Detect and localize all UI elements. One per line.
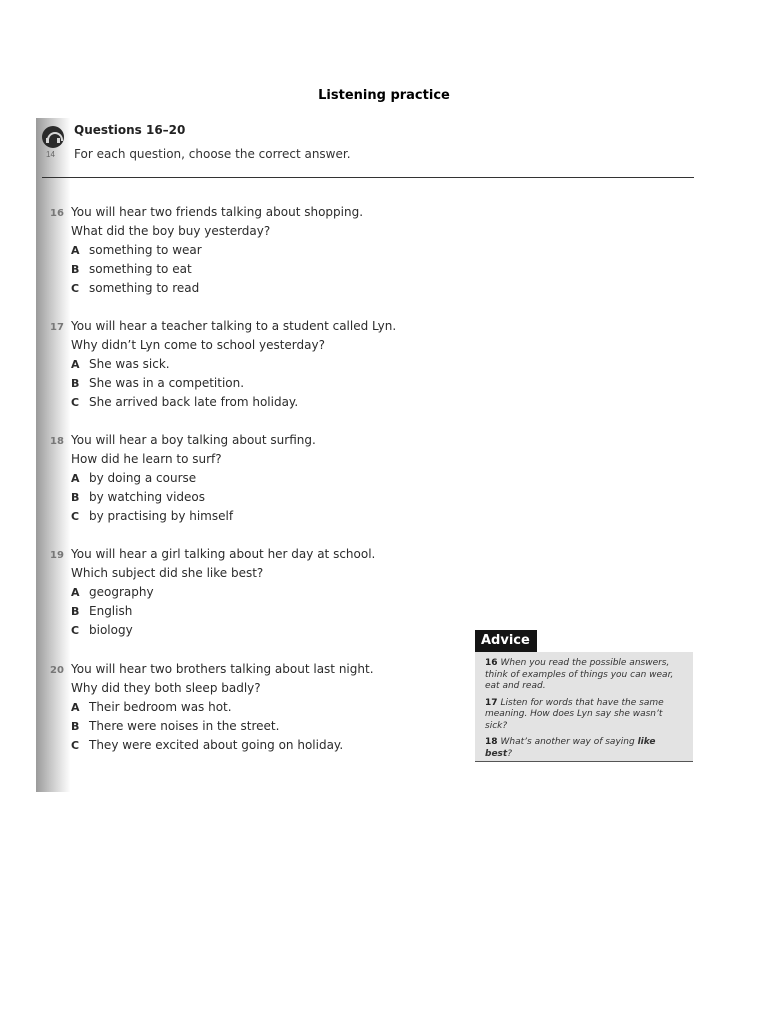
instruction-text: For each question, choose the correct answer.: [74, 147, 351, 161]
option-letter: B: [71, 377, 80, 390]
advice-tip-16: [485, 658, 683, 693]
option-a[interactable]: [50, 698, 470, 717]
option-letter: A: [71, 472, 80, 485]
question-number: 18: [50, 436, 64, 447]
option-c[interactable]: [50, 393, 470, 412]
option-a[interactable]: [50, 355, 470, 374]
question-prompt: Why did they both sleep badly?: [71, 681, 261, 695]
option-text: by practising by himself: [89, 509, 234, 523]
tip-number: 18: [485, 737, 498, 747]
advice-title: Advice: [475, 630, 537, 652]
option-text: They were excited about going on holiday.: [89, 738, 344, 752]
option-text: geography: [89, 585, 154, 599]
option-text: something to read: [89, 281, 200, 295]
advice-tip-17: [485, 698, 683, 733]
advice-box: [475, 630, 693, 762]
advice-tip-18: [485, 737, 683, 760]
question-prompt: What did the boy buy yesterday?: [71, 224, 271, 238]
option-text: There were noises in the street.: [89, 719, 280, 733]
option-b[interactable]: [50, 488, 470, 507]
option-letter: A: [71, 244, 80, 257]
question-prompt: How did he learn to surf?: [71, 452, 222, 466]
option-a[interactable]: [50, 241, 470, 260]
option-letter: A: [71, 701, 80, 714]
question-number: 16: [50, 208, 64, 219]
question-prompt: Why didn’t Lyn come to school yesterday?: [71, 338, 325, 352]
option-b[interactable]: [50, 717, 470, 736]
question-16: [50, 203, 470, 298]
headphones-icon: [42, 126, 64, 148]
question-context: You will hear a girl talking about her day at school.: [71, 547, 376, 561]
option-c[interactable]: [50, 621, 470, 640]
option-a[interactable]: [50, 583, 470, 602]
option-b[interactable]: [50, 602, 470, 621]
tip-emphasis: like best: [485, 737, 656, 759]
question-context: You will hear a teacher talking to a student called Lyn.: [71, 319, 397, 333]
tip-number: 17: [485, 697, 498, 708]
question-number: 17: [50, 322, 64, 333]
question-context: You will hear two friends talking about shopping.: [71, 205, 364, 219]
option-text: She was in a competition.: [89, 376, 245, 390]
option-text: Their bedroom was hot.: [89, 700, 232, 714]
textbook-page-scan: [36, 118, 704, 792]
option-text: English: [89, 604, 133, 618]
audio-track-number: 14: [46, 150, 55, 159]
tip-text-after: ?: [507, 748, 512, 759]
option-text: by doing a course: [89, 471, 197, 485]
option-letter: B: [71, 720, 80, 733]
question-context: You will hear two brothers talking about last night.: [71, 662, 374, 676]
option-letter: B: [71, 605, 80, 618]
option-text: something to wear: [89, 243, 202, 257]
question-number: 20: [50, 665, 64, 676]
option-letter: A: [71, 358, 80, 371]
option-text: biology: [89, 623, 133, 637]
question-context: You will hear a boy talking about surfing.: [71, 433, 316, 447]
option-c[interactable]: [50, 736, 470, 755]
question-number: 19: [50, 550, 64, 561]
option-letter: C: [71, 510, 80, 523]
tip-text: When you read the possible answers, think of examples of things you can wear, eat and read.: [485, 658, 674, 691]
option-letter: C: [71, 739, 80, 752]
option-letter: B: [71, 491, 80, 504]
option-letter: C: [71, 282, 80, 295]
option-text: She was sick.: [89, 357, 170, 371]
option-c[interactable]: [50, 279, 470, 298]
question-17: [50, 317, 470, 412]
tip-text: Listen for words that have the same meaning. How does Lyn say she wasn’t sick?: [485, 697, 664, 731]
option-letter: B: [71, 263, 80, 276]
option-a[interactable]: [50, 469, 470, 488]
question-18: [50, 431, 470, 526]
option-text: by watching videos: [89, 490, 206, 504]
page-title: Listening practice: [318, 88, 450, 103]
option-letter: A: [71, 586, 80, 599]
tip-number: 16: [485, 658, 498, 668]
option-letter: C: [71, 396, 80, 409]
advice-body: [475, 652, 693, 762]
option-c[interactable]: [50, 507, 470, 526]
heading-divider: [42, 177, 694, 178]
question-19: [50, 545, 470, 640]
option-text: something to eat: [89, 262, 192, 276]
questions-heading: Questions 16–20: [74, 123, 186, 137]
option-text: She arrived back late from holiday.: [89, 395, 299, 409]
option-b[interactable]: [50, 260, 470, 279]
question-prompt: Which subject did she like best?: [71, 566, 264, 580]
option-letter: C: [71, 624, 80, 637]
tip-text-before: What’s another way of saying: [500, 737, 638, 747]
option-b[interactable]: [50, 374, 470, 393]
question-20: [50, 660, 470, 755]
